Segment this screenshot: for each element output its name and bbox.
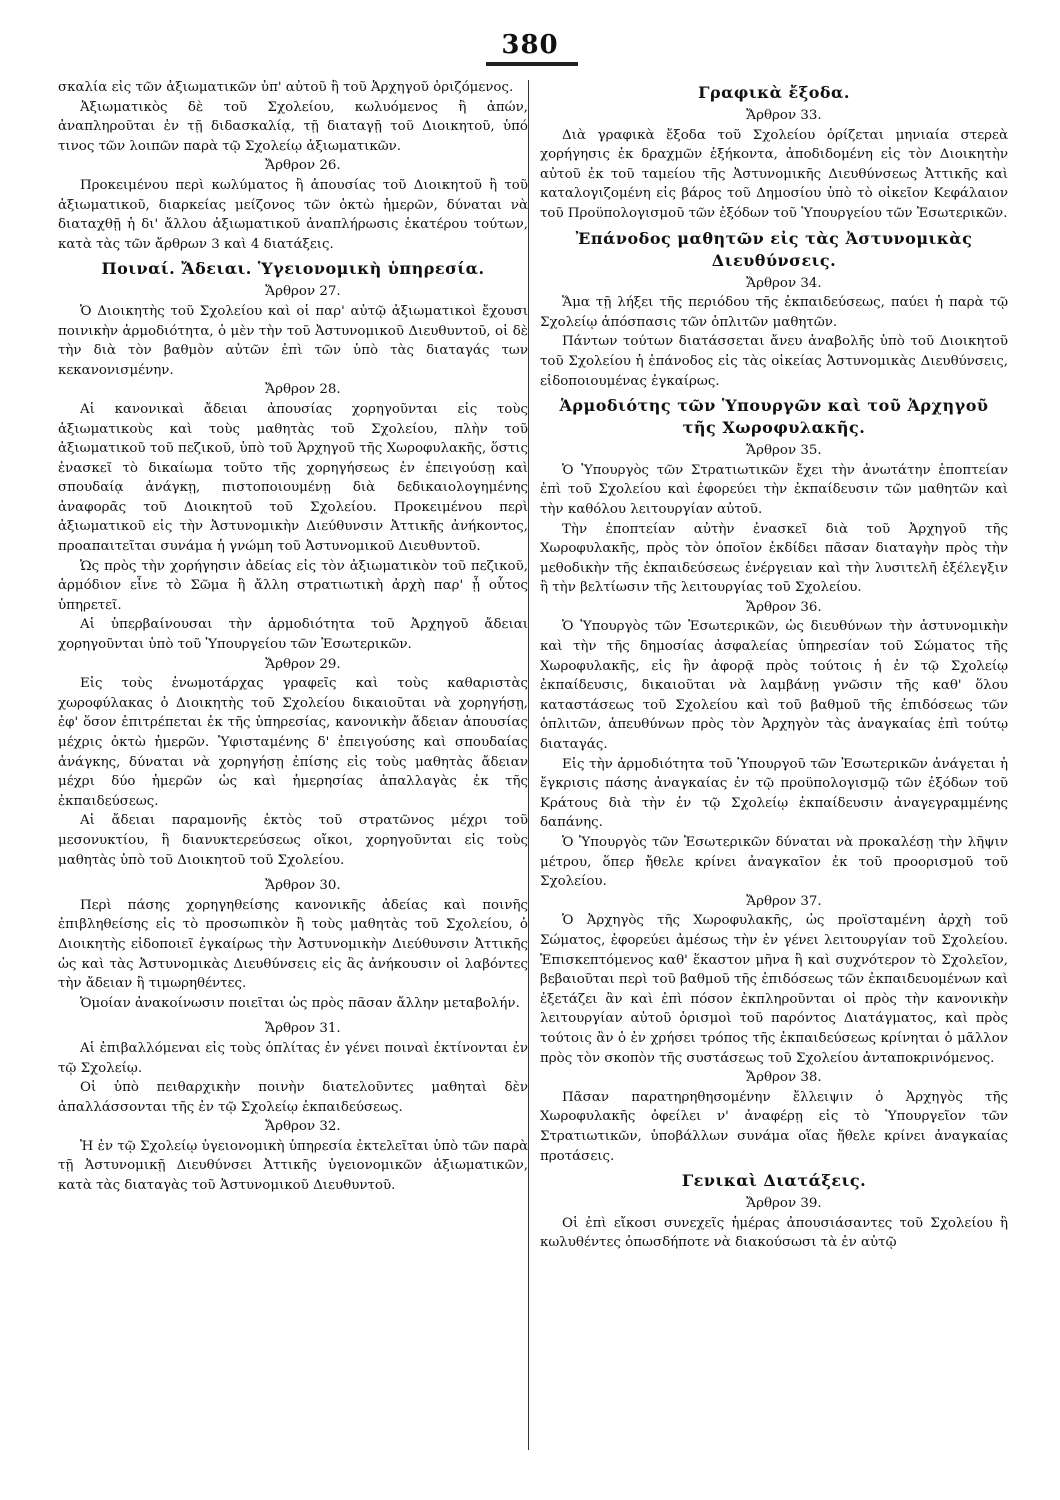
paragraph: Ὁ Ὑπουργὸς τῶν Ἐσωτερικῶν δύναται νὰ προκαλέσῃ τὴν λῆψιν μέτρου, ὅπερ ἤθελε κρίνει ἀναγκαῖον ἐκ τοῦ προορισμοῦ τοῦ Σχολείου. — [540, 835, 1008, 890]
paragraph: Περὶ πάσης χορηγηθείσης κανονικῆς ἀδείας καὶ ποινῆς ἐπιβληθείσης εἰς τὸ προσωπικὸν ἢ τοὺς μαθητὰς τοῦ Σχολείου, ὁ Διοικητὴς εἰδοποιεῖ ἐγκαίρως τὴν Ἀστυνομικὴν Διεύθυνσιν Ἀττικῆς ὡς καὶ τὰς Ἀστυνομικὰς Διευθύνσεις εἰς ἃς ἀνήκουσιν οἱ λαβόντες τὴν ἄδειαν ἢ τιμωρηθέντες. — [58, 897, 528, 992]
right-column — [540, 78, 1008, 1253]
paragraph: Εἰς τοὺς ἐνωμοτάρχας γραφεῖς καὶ τοὺς καθαριστὰς χωροφύλακας ὁ Διοικητὴς τοῦ Σχολείου δικαιοῦται νὰ χορηγήσῃ, ἐφ' ὅσον ἐπιτρέπεται ἐκ τῆς ὑπηρεσίας, κανονικὴν ἄδειαν ἀπουσίας μέχρις ὀκτὼ ἡμερῶν. Ὑφισταμένης δ' ἐπειγούσης καὶ σπουδαίας ἀνάγκης, δύναται νὰ χορηγήσῃ ἐπίσης εἰς τοὺς μαθητὰς ἄδειαν μέχρι δύο ἡμερῶν ὡς καὶ ἡμερησίας ἀπαλλαγὰς ἐκ τῆς ἐκπαιδεύσεως. — [58, 676, 528, 809]
paragraph: Αἱ ἐπιβαλλόμεναι εἰς τοὺς ὁπλίτας ἐν γένει ποιναὶ ἐκτίνονται ἐν τῷ Σχολείῳ. — [58, 1040, 528, 1076]
article-number: Ἄρθρον 35. — [746, 443, 822, 459]
paragraph: Αἱ ὑπερβαίνουσαι τὴν ἁρμοδιότητα τοῦ Ἀρχηγοῦ ἄδειαι χορηγοῦνται ὑπὸ τοῦ Ὑπουργείου τῶν Ἐσωτερικῶν. — [58, 617, 528, 653]
article-number: Ἄρθρον 32. — [265, 1119, 341, 1135]
section-heading: Ποιναί. Ἄδειαι. Ὑγειονομικὴ ὑπηρεσία. — [101, 259, 485, 279]
page-number: 380 — [501, 30, 559, 60]
article-number: Ἄρθρον 36. — [746, 599, 822, 615]
left-column — [58, 78, 528, 1196]
paragraph: σκαλία εἰς τῶν ἀξιωματικῶν ὑπ' αὐτοῦ ἢ τοῦ Ἀρχηγοῦ ὁριζόμενος. — [58, 80, 514, 95]
article-number: Ἄρθρον 28. — [265, 382, 341, 398]
paragraph: Ὁ Ἀρχηγὸς τῆς Χωροφυλακῆς, ὡς προϊσταμένη ἀρχὴ τοῦ Σώματος, ἐφορεύει ἀμέσως τὴν ἐν γένει λειτουργίαν τοῦ Σχολείου. Ἐπισκεπτόμενος καθ' ἕκαστον μῆνα ἢ καὶ συχνότερον τὸ Σχολεῖον, βεβαιοῦται περὶ τοῦ βαθμοῦ τῆς ἐπιδόσεως τῶν ἐκπαιδευομένων καὶ ἐξετάζει ἂν καὶ ἐπὶ πόσον ἐκπληροῦνται οἱ πρὸς τὴν κανονικὴν λειτουργίαν αὐτοῦ ὁρισμοὶ τοῦ παρόντος Διατάγματος, καὶ πρὸς τούτοις ἂν ὁ ἐν χρήσει τρόπος τῆς ἐκπαιδεύσεως κρίνηται ὁ μᾶλλον πρὸς τὸν σκοπὸν τῆς συστάσεως τοῦ Σχολείου ἀνταποκρινόμενος. — [540, 913, 1008, 1066]
article-number: Ἄρθρον 30. — [265, 878, 341, 894]
paragraph: Πάντων τούτων διατάσσεται ἄνευ ἀναβολῆς ὑπὸ τοῦ Διοικητοῦ τοῦ Σχολείου ἡ ἐπάνοδος εἰς τὰς οἰκείας Ἀστυνομικὰς Διευθύνσεις, εἰδοποιουμένας ἐγκαίρως. — [540, 334, 1008, 389]
paragraph: Προκειμένου περὶ κωλύματος ἢ ἀπουσίας τοῦ Διοικητοῦ ἢ τοῦ ἀξιωματικοῦ, διαρκείας μείζονος τῶν ὀκτὼ ἡμερῶν, δύναται νὰ διαταχθῇ ἡ δι' ἄλλου ἀξιωματικοῦ ἀναπλήρωσις ἑκατέρου τούτων, κατὰ τὰς τῶν ἄρθρων 3 καὶ 4 διατάξεις. — [58, 177, 528, 252]
article-number: Ἄρθρον 27. — [265, 284, 341, 300]
paragraph: Ἅμα τῇ λήξει τῆς περιόδου τῆς ἐκπαιδεύσεως, παύει ἡ παρὰ τῷ Σχολείῳ ἀπόσπασις τῶν ὁπλιτῶν μαθητῶν. — [540, 295, 1008, 330]
article-number: Ἄρθρον 29. — [265, 656, 341, 672]
paragraph: Ὁ Ὑπουργὸς τῶν Στρατιωτικῶν ἔχει τὴν ἀνωτάτην ἐποπτείαν ἐπὶ τοῦ Σχολείου καὶ ἐφορεύει τὴν ἐκπαίδευσιν τῶν μαθητῶν καὶ τὴν καθόλου λειτουργίαν αὐτοῦ. — [540, 462, 1008, 517]
paragraph: Πᾶσαν παρατηρηθησομένην ἔλλειψιν ὁ Ἀρχηγὸς τῆς Χωροφυλακῆς ὀφείλει ν' ἀναφέρῃ εἰς τὸ Ὑπουργεῖον τῶν Στρατιωτικῶν, ὑποβάλλων συνάμα οἵας ἤθελε κρίνει ἀναγκαίας προτάσεις. — [540, 1089, 1008, 1164]
section-heading: Γραφικὰ ἔξοδα. — [698, 83, 850, 102]
paragraph: Ὡς πρὸς τὴν χορήγησιν ἀδείας εἰς τὸν ἀξιωματικὸν τοῦ πεζικοῦ, ἁρμόδιον εἶνε τὸ Σῶμα ἢ ἄλλη στρατιωτικὴ ἀρχὴ παρ' ᾗ οὗτος ὑπηρετεῖ. — [58, 558, 528, 613]
paragraph: Εἰς τὴν ἁρμοδιότητα τοῦ Ὑπουργοῦ τῶν Ἐσωτερικῶν ἀνάγεται ἡ ἔγκρισις πάσης ἀναγκαίας ἐν τῷ προϋπολογισμῷ τῶν ἐξόδων τοῦ Κράτους διὰ τὴν ἐν τῷ Σχολείῳ ἐκπαίδευσιν ἀναγεγραμμένης δαπάνης. — [540, 756, 1008, 831]
header-rule — [486, 62, 578, 66]
paragraph: Τὴν ἐποπτείαν αὐτὴν ἐνασκεῖ διὰ τοῦ Ἀρχηγοῦ τῆς Χωροφυλακῆς, πρὸς τὸν ὁποῖον ἐκδίδει πᾶσαν διαταγὴν πρὸς τὴν μεθοδικὴν τῆς ἐκπαιδεύσεως ἐνέργειαν καὶ τὴν λυσιτελῆ ἐξέλεγξιν ἢ τὴν βελτίωσιν τῆς λειτουργίας τοῦ Σχολείου. — [540, 521, 1008, 596]
paragraph: Ὁ Ὑπουργὸς τῶν Ἐσωτερικῶν, ὡς διευθύνων τὴν ἀστυνομικὴν καὶ τὴν τῆς δημοσίας ἀσφαλείας ὑπηρεσίαν τοῦ Σώματος τῆς Χωροφυλακῆς, εἰς ἣν ἀφορᾷ πρὸς τούτοις ἡ ἐν τῷ Σχολείῳ ἐκπαίδευσις, δικαιοῦται νὰ λαμβάνῃ γνῶσιν τῆς καθ' ὅλου καταστάσεως τοῦ Σχολείου καὶ τοῦ βαθμοῦ τῆς ἐπιδόσεως τῶν ὁπλιτῶν, ἀπευθύνων πρὸς τὸν Ἀρχηγὸν τὰς ἀναγκαίας ἐπὶ τούτῳ διαταγάς. — [540, 619, 1008, 753]
article-number: Ἄρθρον 34. — [746, 275, 822, 291]
paragraph: Αἱ κανονικαὶ ἄδειαι ἀπουσίας χορηγοῦνται εἰς τοὺς ἀξιωματικοὺς καὶ τοὺς μαθητὰς τοῦ Σχολείου, πλὴν τοῦ ἀξιωματικοῦ τοῦ πεζικοῦ, ὑπὸ τοῦ Ἀρχηγοῦ τῆς Χωροφυλακῆς, ὅστις ἐνασκεῖ τὸ δικαίωμα τοῦτο τῆς χορηγήσεως ἐν ἐπειγούσῃ καὶ σπουδαίᾳ ἀνάγκῃ, πιστοποιουμένῃ διὰ δεδικαιολογημένης ἀναφορᾶς τοῦ Διοικητοῦ τοῦ Σχολείου. Προκειμένου περὶ ἀξιωματικοῦ εἰς τὴν Ἀστυνομικὴν Διεύθυνσιν Ἀττικῆς ἀνήκοντος, προαπαιτεῖται συνάμα ἡ γνώμη τοῦ Ἀστυνομικοῦ Διευθυντοῦ. — [58, 401, 528, 555]
paragraph: Ὁ Διοικητὴς τοῦ Σχολείου καὶ οἱ παρ' αὐτῷ ἀξιωματικοὶ ἔχουσι ποινικὴν ἁρμοδιότητα, ὁ μὲν τὴν τοῦ Ἀστυνομικοῦ Διευθυντοῦ, οἱ δὲ τὴν διὰ τὸν βαθμὸν αὐτῶν ἐπὶ τῶν ὑπὸ τὰς διαταγάς των κεκανονισμένην. — [58, 303, 528, 378]
paragraph: Ἡ ἐν τῷ Σχολείῳ ὑγειονομικὴ ὑπηρεσία ἐκτελεῖται ὑπὸ τῶν παρὰ τῇ Ἀστυνομικῇ Διευθύνσει Ἀττικῆς ὑγειονομικῶν ἀξιωματικῶν, κατὰ τὰς διαταγὰς τοῦ Ἀστυνομικοῦ Διευθυντοῦ. — [58, 1138, 528, 1194]
paragraph: Διὰ γραφικὰ ἔξοδα τοῦ Σχολείου ὁρίζεται μηνιαία στερεὰ χορήγησις ἐκ δραχμῶν ἑξήκοντα, ἀποδιδομένη εἰς τὸν Διοικητὴν αὐτοῦ ἐκ τοῦ ταμείου τῆς Ἀστυνομικῆς Διευθύνσεως Ἀττικῆς καὶ καταλογιζομένη εἰς βάρος τοῦ Δημοσίου ὑπὸ τὸ οἰκεῖον Κεφάλαιον τοῦ Προϋπολογισμοῦ τῶν ἐξόδων τοῦ Ὑπουργείου τῶν Ἐσωτερικῶν. — [540, 127, 1008, 221]
paragraph: Οἱ ὑπὸ πειθαρχικὴν ποινὴν διατελοῦντες μαθηταὶ δὲν ἀπαλλάσσονται τῆς ἐν τῷ Σχολείῳ ἐκπαιδεύσεως. — [58, 1080, 528, 1115]
section-heading: Γενικαὶ Διατάξεις. — [681, 1171, 867, 1191]
column-divider — [528, 80, 529, 1450]
paragraph: Αἱ ἄδειαι παραμονῆς ἐκτὸς τοῦ στρατῶνος μέχρι τοῦ μεσονυκτίου, ἢ διανυκτερεύσεως οἴκοι, χορηγοῦνται εἰς τοὺς μαθητὰς ὑπὸ τοῦ Διοικητοῦ τοῦ Σχολείου. — [58, 813, 528, 868]
article-number: Ἄρθρον 39. — [746, 1196, 822, 1212]
article-number: Ἄρθρον 26. — [265, 158, 341, 174]
article-number: Ἄρθρον 33. — [746, 108, 822, 123]
article-number: Ἄρθρον 38. — [746, 1070, 822, 1086]
paragraph: Ἀξιωματικὸς δὲ τοῦ Σχολείου, κωλυόμενος ἢ ἀπών, ἀναπληροῦται ἐν τῇ διδασκαλίᾳ, τῇ διαταγῇ τοῦ Διοικητοῦ, ὑπό τινος τῶν λοιπῶν παρὰ τῷ Σχολείῳ ἀξιωματικῶν. — [58, 99, 528, 154]
section-heading: Ἁρμοδιότης τῶν Ὑπουργῶν καὶ τοῦ Ἀρχηγοῦ τῆς Χωροφυλακῆς. — [559, 396, 989, 438]
paragraph: Ὁμοίαν ἀνακοίνωσιν ποιεῖται ὡς πρὸς πᾶσαν ἄλλην μεταβολήν. — [80, 995, 520, 1011]
article-number: Ἄρθρον 31. — [265, 1021, 341, 1037]
paragraph: Οἱ ἐπὶ εἴκοσι συνεχεῖς ἡμέρας ἀπουσιάσαντες τοῦ Σχολείου ἢ κωλυθέντες ὁπωσδήποτε νὰ διακούσωσι τὰ ἐν αὐτῷ — [540, 1215, 1008, 1251]
article-number: Ἄρθρον 37. — [746, 893, 822, 909]
section-heading: Ἐπάνοδος μαθητῶν εἰς τὰς Ἀστυνομικὰς Διευθύνσεις. — [575, 228, 973, 270]
